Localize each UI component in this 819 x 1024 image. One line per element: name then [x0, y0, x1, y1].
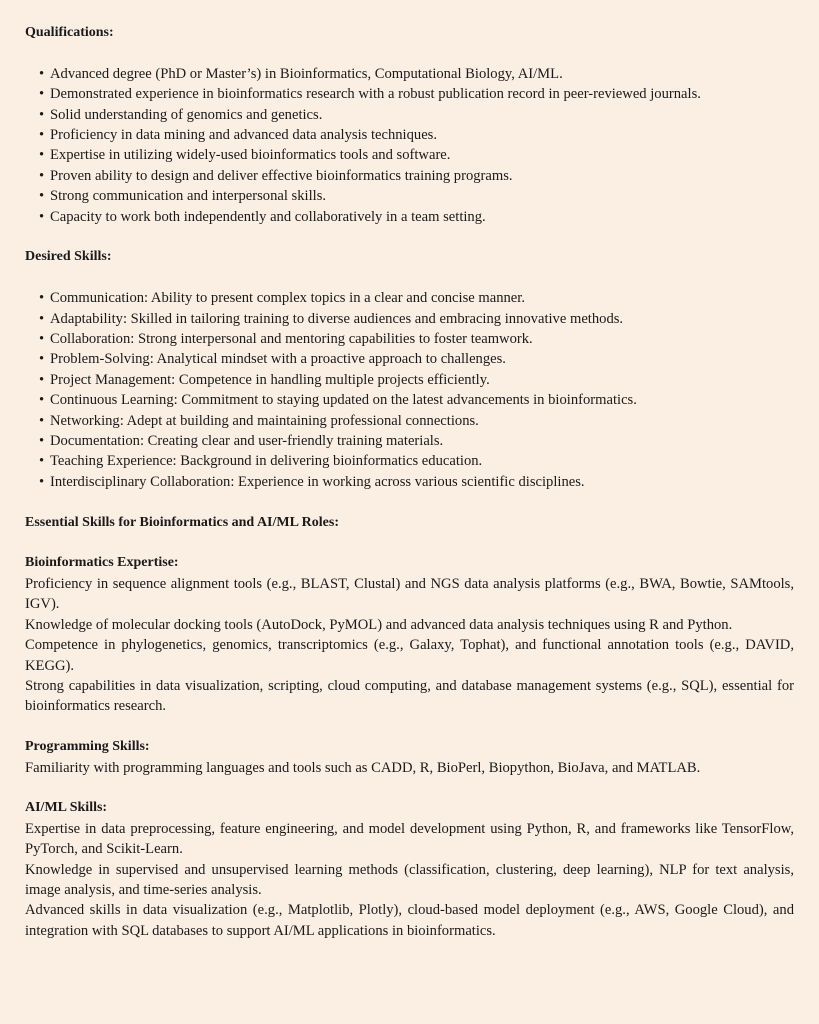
- list-item: [39, 370, 794, 390]
- paragraph: Competence in phylogenetics, genomics, transcriptomics (e.g., Galaxy, Tophat), and functional annotation tools (e.g., DAVID, KEGG).: [25, 637, 794, 674]
- paragraph: Strong capabilities in data visualization, scripting, cloud computing, and database management systems (e.g., SQL), essential for bioinformatics research.: [25, 677, 794, 715]
- bioinformatics-expertise-heading: Bioinformatics Expertise:: [25, 555, 179, 571]
- list-item-text: Solid understanding of genomics and genetics.: [50, 106, 323, 123]
- bullet-icon: •: [39, 392, 45, 409]
- spacer: [25, 778, 794, 798]
- list-item-text: Continuous Learning: Commitment to staying updated on the latest advancements in bioinformatics.: [50, 392, 637, 409]
- list-item: [39, 125, 794, 145]
- bullet-icon: •: [39, 147, 45, 164]
- bullet-icon: •: [39, 106, 45, 123]
- list-item-text: Expertise in utilizing widely-used bioinformatics tools and software.: [50, 147, 451, 164]
- qualifications-heading: Qualifications:: [25, 25, 114, 40]
- list-item: [39, 431, 794, 451]
- list-item: [39, 309, 794, 329]
- spacer: [25, 533, 794, 553]
- list-item: [39, 166, 794, 186]
- list-item: [39, 64, 794, 84]
- list-item: [39, 105, 794, 125]
- bullet-icon: •: [39, 65, 45, 82]
- bullet-icon: •: [39, 290, 45, 307]
- bullet-icon: •: [39, 412, 45, 429]
- desired-skills-heading: Desired Skills:: [25, 249, 112, 265]
- bullet-icon: •: [39, 351, 45, 368]
- list-item-text: Advanced degree (PhD or Master’s) in Bioinformatics, Computational Biology, AI/ML.: [50, 65, 563, 82]
- paragraph: Proficiency in sequence alignment tools (e.g., BLAST, Clustal) and NGS data analysis platforms (e.g., BWA, Bowtie, SAMtools, IGV).: [25, 575, 794, 613]
- list-item: [39, 472, 794, 492]
- list-item-text: Interdisciplinary Collaboration: Experience in working across various scientific disciplines.: [50, 473, 585, 490]
- list-item-text: Collaboration: Strong interpersonal and mentoring capabilities to foster teamwork.: [50, 331, 533, 348]
- list-item: [39, 451, 794, 471]
- bullet-icon: •: [39, 188, 45, 205]
- list-item-text: Project Management: Competence in handling multiple projects efficiently.: [50, 371, 490, 388]
- list-item-text: Demonstrated experience in bioinformatics research with a robust publication record in peer-reviewed journals.: [50, 86, 701, 103]
- list-item: [39, 349, 794, 369]
- paragraph: Advanced skills in data visualization (e.g., Matplotlib, Plotly), cloud-based model deployment (e.g., AWS, Google Cloud), and integration with SQL databases to support AI/ML applications in bioinformatics.: [25, 902, 794, 939]
- programming-skills-heading: Programming Skills:: [25, 739, 150, 755]
- bullet-icon: •: [39, 473, 45, 490]
- list-item-text: Strong communication and interpersonal skills.: [50, 188, 327, 205]
- list-item-text: Capacity to work both independently and collaboratively in a team setting.: [50, 208, 486, 225]
- bullet-icon: •: [39, 86, 45, 103]
- list-item-text: Documentation: Creating clear and user-friendly training materials.: [50, 433, 444, 450]
- paragraph: Knowledge of molecular docking tools (AutoDock, PyMOL) and advanced data analysis techniques using R and Python.: [25, 616, 733, 633]
- list-item: [39, 186, 794, 206]
- list-item: [39, 411, 794, 431]
- essential-skills-heading: Essential Skills for Bioinformatics and AI/ML Roles:: [25, 514, 339, 530]
- desired-skills-list: [25, 288, 794, 492]
- list-item-text: Proficiency in data mining and advanced data analysis techniques.: [50, 127, 438, 144]
- list-item-text: Communication: Ability to present complex topics in a clear and concise manner.: [50, 290, 525, 307]
- spacer: [25, 227, 794, 247]
- list-item: [39, 288, 794, 308]
- list-item-text: Proven ability to design and deliver effective bioinformatics training programs.: [50, 167, 513, 184]
- paragraph: Familiarity with programming languages and tools such as CADD, R, BioPerl, Biopython, BioJava, and MATLAB.: [25, 759, 701, 776]
- paragraph: Expertise in data preprocessing, feature engineering, and model development using Python, R, and frameworks like TensorFlow, PyTorch, and Scikit-Learn.: [25, 820, 794, 858]
- list-item-text: Teaching Experience: Background in delivering bioinformatics education.: [50, 453, 483, 470]
- list-item: [39, 145, 794, 165]
- spacer: [25, 492, 794, 512]
- list-item: [39, 84, 794, 104]
- list-item: [39, 207, 794, 227]
- aiml-skills-heading: AI/ML Skills:: [25, 800, 108, 816]
- bullet-icon: •: [39, 127, 45, 144]
- bullet-icon: •: [39, 453, 45, 470]
- spacer: [25, 717, 794, 737]
- qualifications-list: [25, 64, 794, 227]
- list-item: [39, 390, 794, 410]
- bullet-icon: •: [39, 331, 45, 348]
- spacer: [25, 268, 794, 288]
- list-item-text: Problem-Solving: Analytical mindset with a proactive approach to challenges.: [50, 351, 506, 368]
- spacer: [25, 43, 794, 63]
- bullet-icon: •: [39, 371, 45, 388]
- bullet-icon: •: [39, 208, 45, 225]
- list-item-text: Adaptability: Skilled in tailoring training to diverse audiences and embracing innovative methods.: [50, 310, 624, 327]
- list-item: [39, 329, 794, 349]
- bullet-icon: •: [39, 310, 45, 327]
- bullet-icon: •: [39, 167, 45, 184]
- bullet-icon: •: [39, 433, 45, 450]
- list-item-text: Networking: Adept at building and maintaining professional connections.: [50, 412, 479, 429]
- paragraph: Knowledge in supervised and unsupervised learning methods (classification, clustering, deep learning), NLP for text analysis, image analysis, and time-series analysis.: [25, 861, 794, 898]
